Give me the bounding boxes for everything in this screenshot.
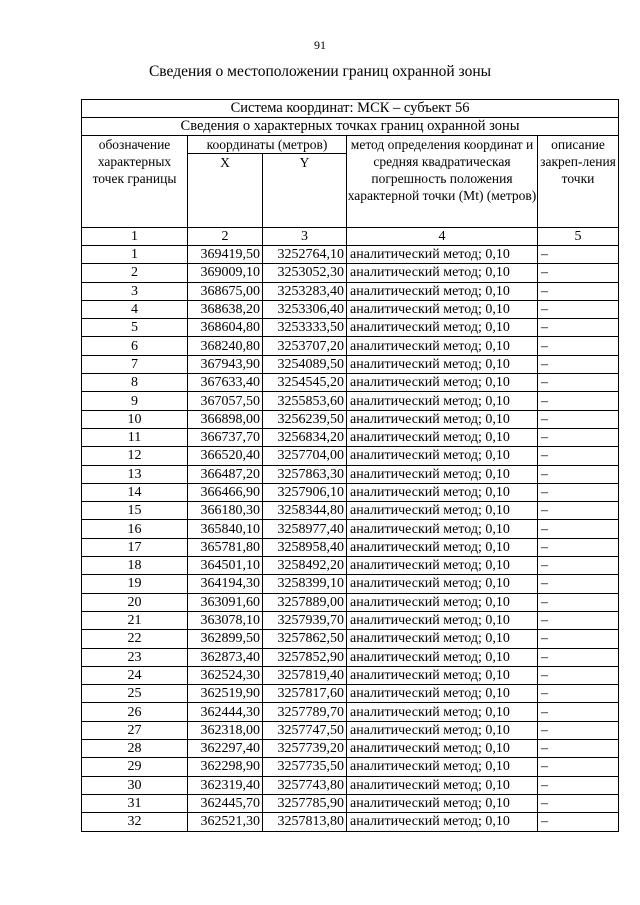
coord-y: 3256239,50 xyxy=(263,410,347,428)
method-cell: аналитический метод; 0,10 xyxy=(347,337,538,355)
column-number: 3 xyxy=(263,228,347,246)
coord-x: 368675,00 xyxy=(188,282,263,300)
description-cell: – xyxy=(538,502,619,520)
coord-x: 366466,90 xyxy=(188,483,263,501)
description-cell: – xyxy=(538,740,619,758)
description-cell: – xyxy=(538,447,619,465)
table-row xyxy=(82,300,619,318)
coord-x: 366180,30 xyxy=(188,502,263,520)
method-cell: аналитический метод; 0,10 xyxy=(347,776,538,794)
method-cell: аналитический метод; 0,10 xyxy=(347,465,538,483)
coord-y: 3254545,20 xyxy=(263,374,347,392)
description-cell: – xyxy=(538,666,619,684)
header-method: метод определения координат и средняя квадратическая погрешность положения характерной точки (Mt) (метров) xyxy=(347,136,538,228)
coord-y: 3254089,50 xyxy=(263,355,347,373)
description-cell: – xyxy=(538,374,619,392)
method-cell: аналитический метод; 0,10 xyxy=(347,666,538,684)
description-cell: – xyxy=(538,648,619,666)
table-row xyxy=(82,355,619,373)
point-number: 17 xyxy=(82,538,188,556)
coord-y: 3257789,70 xyxy=(263,703,347,721)
table-row xyxy=(82,428,619,446)
point-number: 9 xyxy=(82,392,188,410)
description-cell: – xyxy=(538,538,619,556)
method-cell: аналитический метод; 0,10 xyxy=(347,300,538,318)
coord-x: 367057,50 xyxy=(188,392,263,410)
points-section-title: Сведения о характерных точках границ охранной зоны xyxy=(82,118,619,136)
method-cell: аналитический метод; 0,10 xyxy=(347,392,538,410)
description-cell: – xyxy=(538,575,619,593)
method-cell: аналитический метод; 0,10 xyxy=(347,538,538,556)
method-cell: аналитический метод; 0,10 xyxy=(347,575,538,593)
description-cell: – xyxy=(538,246,619,264)
coord-x: 366737,70 xyxy=(188,428,263,446)
coord-y: 3253283,40 xyxy=(263,282,347,300)
method-cell: аналитический метод; 0,10 xyxy=(347,813,538,831)
method-cell: аналитический метод; 0,10 xyxy=(347,447,538,465)
coord-y: 3257817,60 xyxy=(263,685,347,703)
method-cell: аналитический метод; 0,10 xyxy=(347,246,538,264)
column-number: 4 xyxy=(347,228,538,246)
point-number: 1 xyxy=(82,246,188,264)
description-cell: – xyxy=(538,428,619,446)
description-cell: – xyxy=(538,703,619,721)
coord-x: 368604,80 xyxy=(188,319,263,337)
description-cell: – xyxy=(538,392,619,410)
coord-y: 3257785,90 xyxy=(263,794,347,812)
coord-x: 362521,30 xyxy=(188,813,263,831)
method-cell: аналитический метод; 0,10 xyxy=(347,557,538,575)
coord-y: 3258399,10 xyxy=(263,575,347,593)
table-row xyxy=(82,630,619,648)
coordinates-table xyxy=(81,99,619,832)
point-number: 5 xyxy=(82,319,188,337)
description-cell: – xyxy=(538,282,619,300)
coord-y: 3253707,20 xyxy=(263,337,347,355)
table-row xyxy=(82,813,619,831)
description-cell: – xyxy=(538,813,619,831)
point-number: 20 xyxy=(82,593,188,611)
coord-y: 3258344,80 xyxy=(263,502,347,520)
table-row xyxy=(82,502,619,520)
table-row xyxy=(82,575,619,593)
table-row xyxy=(82,721,619,739)
method-cell: аналитический метод; 0,10 xyxy=(347,319,538,337)
table-row xyxy=(82,794,619,812)
coord-x: 362297,40 xyxy=(188,740,263,758)
point-number: 23 xyxy=(82,648,188,666)
point-number: 8 xyxy=(82,374,188,392)
table-row xyxy=(82,557,619,575)
table-row xyxy=(82,685,619,703)
coord-x: 363078,10 xyxy=(188,611,263,629)
coord-y: 3253052,30 xyxy=(263,264,347,282)
description-cell: – xyxy=(538,355,619,373)
coord-y: 3257862,50 xyxy=(263,630,347,648)
point-number: 4 xyxy=(82,300,188,318)
column-number: 1 xyxy=(82,228,188,246)
coord-x: 362319,40 xyxy=(188,776,263,794)
coord-x: 366898,00 xyxy=(188,410,263,428)
point-number: 22 xyxy=(82,630,188,648)
point-number: 31 xyxy=(82,794,188,812)
point-number: 27 xyxy=(82,721,188,739)
description-cell: – xyxy=(538,410,619,428)
description-cell: – xyxy=(538,264,619,282)
description-cell: – xyxy=(538,300,619,318)
method-cell: аналитический метод; 0,10 xyxy=(347,483,538,501)
description-cell: – xyxy=(538,483,619,501)
coord-y: 3257743,80 xyxy=(263,776,347,794)
header-row xyxy=(82,136,619,154)
point-number: 28 xyxy=(82,740,188,758)
point-number: 18 xyxy=(82,557,188,575)
description-cell: – xyxy=(538,758,619,776)
method-cell: аналитический метод; 0,10 xyxy=(347,428,538,446)
point-number: 13 xyxy=(82,465,188,483)
table-row xyxy=(82,666,619,684)
coord-x: 365781,80 xyxy=(188,538,263,556)
table-row xyxy=(82,246,619,264)
table-row xyxy=(82,465,619,483)
coord-x: 367633,40 xyxy=(188,374,263,392)
table-row xyxy=(82,611,619,629)
coord-y: 3257863,30 xyxy=(263,465,347,483)
description-cell: – xyxy=(538,630,619,648)
coord-x: 369009,10 xyxy=(188,264,263,282)
point-number: 6 xyxy=(82,337,188,355)
table-row xyxy=(82,410,619,428)
coord-x: 362873,40 xyxy=(188,648,263,666)
coord-x: 367943,90 xyxy=(188,355,263,373)
page-number: 91 xyxy=(314,38,326,52)
table-row xyxy=(82,538,619,556)
coord-x: 362318,00 xyxy=(188,721,263,739)
description-cell: – xyxy=(538,319,619,337)
coord-x: 362298,90 xyxy=(188,758,263,776)
header-x: X xyxy=(188,154,263,228)
header-y: Y xyxy=(263,154,347,228)
table-row xyxy=(82,264,619,282)
method-cell: аналитический метод; 0,10 xyxy=(347,794,538,812)
method-cell: аналитический метод; 0,10 xyxy=(347,374,538,392)
coord-y: 3255853,60 xyxy=(263,392,347,410)
method-cell: аналитический метод; 0,10 xyxy=(347,758,538,776)
method-cell: аналитический метод; 0,10 xyxy=(347,611,538,629)
coord-y: 3258977,40 xyxy=(263,520,347,538)
table-row xyxy=(82,758,619,776)
table-row xyxy=(82,703,619,721)
coord-y: 3257747,50 xyxy=(263,721,347,739)
method-cell: аналитический метод; 0,10 xyxy=(347,410,538,428)
point-number: 26 xyxy=(82,703,188,721)
coord-x: 365840,10 xyxy=(188,520,263,538)
header-description: описание закреп-ления точки xyxy=(538,136,619,228)
coord-y: 3256834,20 xyxy=(263,428,347,446)
point-number: 16 xyxy=(82,520,188,538)
coord-y: 3257704,00 xyxy=(263,447,347,465)
method-cell: аналитический метод; 0,10 xyxy=(347,721,538,739)
table-row xyxy=(82,392,619,410)
table-row xyxy=(82,374,619,392)
table-row xyxy=(82,593,619,611)
coord-y: 3257813,80 xyxy=(263,813,347,831)
point-number: 21 xyxy=(82,611,188,629)
coord-y: 3257852,90 xyxy=(263,648,347,666)
point-number: 11 xyxy=(82,428,188,446)
column-number: 5 xyxy=(538,228,619,246)
coord-x: 368240,80 xyxy=(188,337,263,355)
coord-y: 3257735,50 xyxy=(263,758,347,776)
method-cell: аналитический метод; 0,10 xyxy=(347,685,538,703)
coord-x: 368638,20 xyxy=(188,300,263,318)
point-number: 10 xyxy=(82,410,188,428)
coord-x: 364501,10 xyxy=(188,557,263,575)
coord-x: 362899,50 xyxy=(188,630,263,648)
description-cell: – xyxy=(538,557,619,575)
point-number: 2 xyxy=(82,264,188,282)
coord-y: 3253306,40 xyxy=(263,300,347,318)
coord-x: 362444,30 xyxy=(188,703,263,721)
coord-x: 363091,60 xyxy=(188,593,263,611)
method-cell: аналитический метод; 0,10 xyxy=(347,282,538,300)
description-cell: – xyxy=(538,611,619,629)
coordinate-system-title: Система координат: МСК – субъект 56 xyxy=(82,100,619,118)
description-cell: – xyxy=(538,685,619,703)
coord-x: 369419,50 xyxy=(188,246,263,264)
point-number: 24 xyxy=(82,666,188,684)
coord-x: 362519,90 xyxy=(188,685,263,703)
point-number: 7 xyxy=(82,355,188,373)
point-number: 25 xyxy=(82,685,188,703)
point-number: 14 xyxy=(82,483,188,501)
method-cell: аналитический метод; 0,10 xyxy=(347,355,538,373)
point-number: 29 xyxy=(82,758,188,776)
table-row xyxy=(82,648,619,666)
column-number: 2 xyxy=(188,228,263,246)
point-number: 32 xyxy=(82,813,188,831)
description-cell: – xyxy=(538,794,619,812)
coord-x: 364194,30 xyxy=(188,575,263,593)
method-cell: аналитический метод; 0,10 xyxy=(347,740,538,758)
method-cell: аналитический метод; 0,10 xyxy=(347,502,538,520)
column-number-row xyxy=(82,228,619,246)
table-row xyxy=(82,447,619,465)
description-cell: – xyxy=(538,776,619,794)
header-designation: обозначение характерных точек границы xyxy=(82,136,188,228)
table-row xyxy=(82,337,619,355)
coord-x: 366520,40 xyxy=(188,447,263,465)
coord-y: 3253333,50 xyxy=(263,319,347,337)
point-number: 19 xyxy=(82,575,188,593)
method-cell: аналитический метод; 0,10 xyxy=(347,593,538,611)
point-number: 30 xyxy=(82,776,188,794)
table-row xyxy=(82,520,619,538)
description-cell: – xyxy=(538,337,619,355)
coord-y: 3257819,40 xyxy=(263,666,347,684)
point-number: 12 xyxy=(82,447,188,465)
system-row xyxy=(82,100,619,118)
method-cell: аналитический метод; 0,10 xyxy=(347,264,538,282)
table-row xyxy=(82,740,619,758)
points-info-row xyxy=(82,118,619,136)
document-title: Сведения о местоположении границ охранной зоны xyxy=(148,63,492,80)
method-cell: аналитический метод; 0,10 xyxy=(347,648,538,666)
description-cell: – xyxy=(538,721,619,739)
coord-y: 3257739,20 xyxy=(263,740,347,758)
method-cell: аналитический метод; 0,10 xyxy=(347,703,538,721)
table-row xyxy=(82,483,619,501)
point-number: 15 xyxy=(82,502,188,520)
coord-x: 362524,30 xyxy=(188,666,263,684)
method-cell: аналитический метод; 0,10 xyxy=(347,520,538,538)
description-cell: – xyxy=(538,520,619,538)
coord-y: 3258492,20 xyxy=(263,557,347,575)
description-cell: – xyxy=(538,593,619,611)
coord-y: 3257906,10 xyxy=(263,483,347,501)
description-cell: – xyxy=(538,465,619,483)
coord-y: 3257889,00 xyxy=(263,593,347,611)
table-row xyxy=(82,319,619,337)
table-row xyxy=(82,776,619,794)
method-cell: аналитический метод; 0,10 xyxy=(347,630,538,648)
coord-y: 3257939,70 xyxy=(263,611,347,629)
coord-y: 3258958,40 xyxy=(263,538,347,556)
coord-x: 366487,20 xyxy=(188,465,263,483)
coord-x: 362445,70 xyxy=(188,794,263,812)
point-number: 3 xyxy=(82,282,188,300)
table-row xyxy=(82,282,619,300)
header-coordinates: координаты (метров) xyxy=(188,136,347,154)
coord-y: 3252764,10 xyxy=(263,246,347,264)
